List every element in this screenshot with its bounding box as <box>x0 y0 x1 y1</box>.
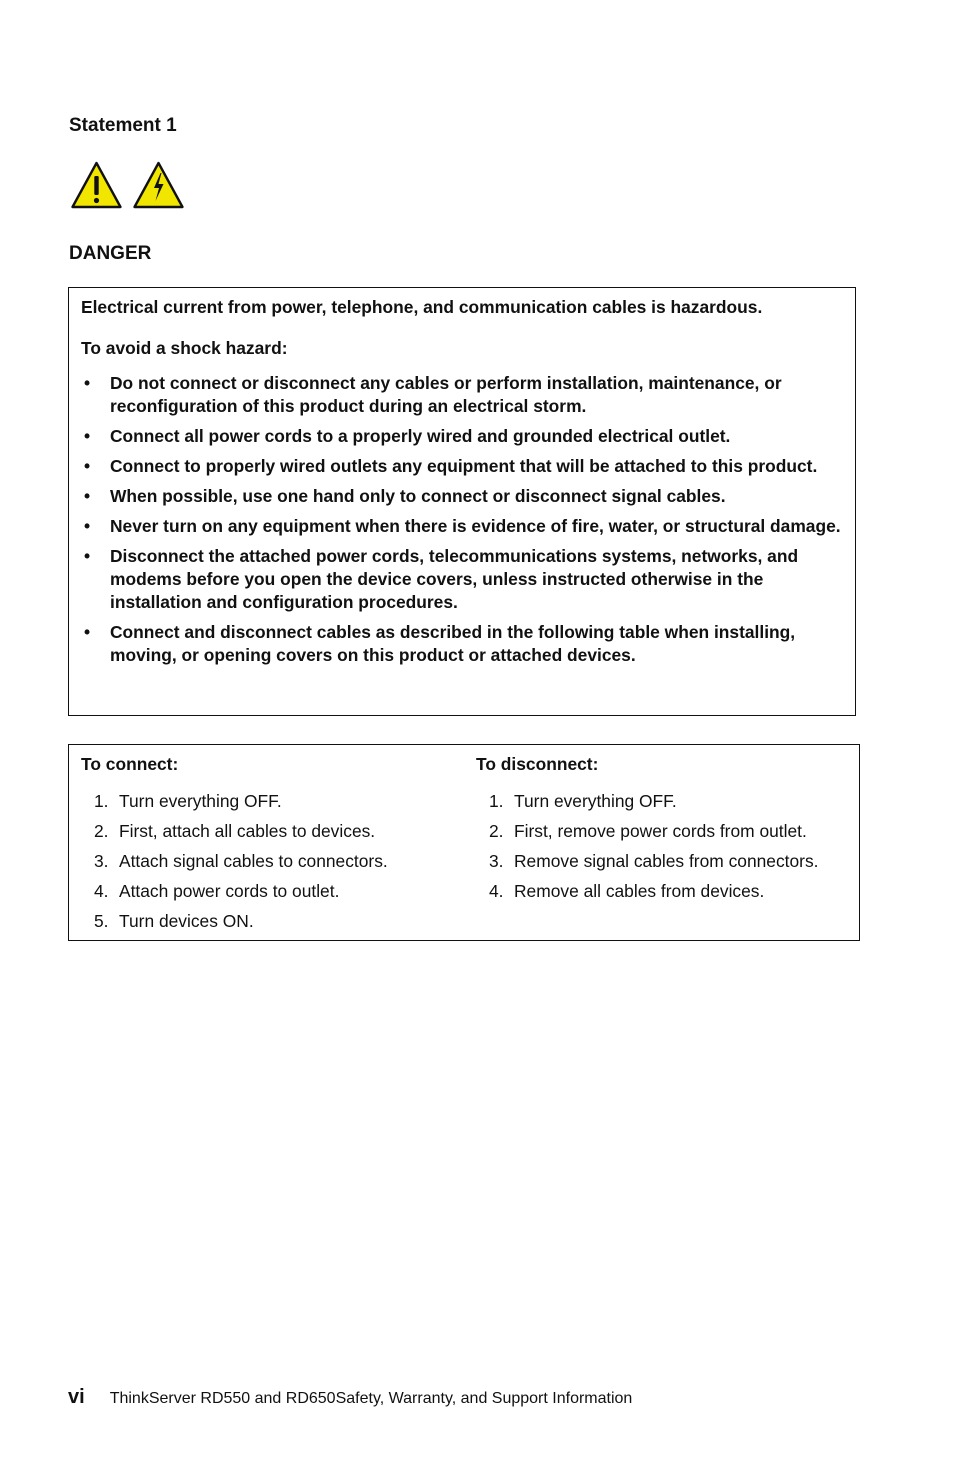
list-item: • Connect to properly wired outlets any equipment that will be attached to this product. <box>84 456 818 476</box>
list-item: 3. Remove signal cables from connectors. <box>489 851 819 871</box>
list-item: • Do not connect or disconnect any cables or perform installation, maintenance, or reconfiguration of this product during an electrical storm. <box>84 373 782 416</box>
disconnect-steps <box>476 790 818 903</box>
list-item: 1. Turn everything OFF. <box>489 791 677 811</box>
danger-notice-box <box>68 287 856 716</box>
list-item: 5. Turn devices ON. <box>94 911 254 931</box>
connect-steps <box>81 790 388 933</box>
list-item: 4. Remove all cables from devices. <box>489 881 765 901</box>
list-item: • When possible, use one hand only to connect or disconnect signal cables. <box>84 486 726 506</box>
list-item: 3. Attach signal cables to connectors. <box>94 851 388 871</box>
page-footer <box>68 1386 632 1409</box>
disconnect-column <box>476 753 818 910</box>
list-item: 2. First, attach all cables to devices. <box>94 821 376 841</box>
list-item: • Connect and disconnect cables as described in the following table when installing, moving, or opening covers on this product or attached devices. <box>84 622 796 665</box>
danger-title: DANGER <box>69 243 152 264</box>
connect-heading: To connect: <box>81 754 179 774</box>
electrical-hazard-icon <box>132 160 185 210</box>
disconnect-heading: To disconnect: <box>476 754 599 774</box>
connect-disconnect-table <box>68 744 860 941</box>
list-item: • Disconnect the attached power cords, telecommunications systems, networks, and modems before you open the device covers, unless instructed otherwise in the installation and configuration procedures. <box>84 546 799 612</box>
list-item: • Connect all power cords to a properly wired and grounded electrical outlet. <box>84 426 731 446</box>
document-title: ThinkServer RD550 and RD650Safety, Warranty, and Support Information <box>109 1390 633 1407</box>
list-item: • Never turn on any equipment when there is evidence of fire, water, or structural damage. <box>84 516 841 536</box>
page-number: vi <box>68 1386 85 1408</box>
hazard-icons <box>70 160 185 210</box>
shock-hazard-lead: To avoid a shock hazard: <box>81 338 288 358</box>
caution-exclamation-icon <box>70 160 123 210</box>
hazard-warning: Electrical current from power, telephone, and communication cables is hazardous. <box>81 297 763 317</box>
list-item: 4. Attach power cords to outlet. <box>94 881 340 901</box>
statement-title: Statement 1 <box>69 115 177 136</box>
connect-column <box>81 753 388 940</box>
list-item: 1. Turn everything OFF. <box>94 791 282 811</box>
safety-bullet-list <box>81 372 845 667</box>
list-item: 2. First, remove power cords from outlet. <box>489 821 807 841</box>
